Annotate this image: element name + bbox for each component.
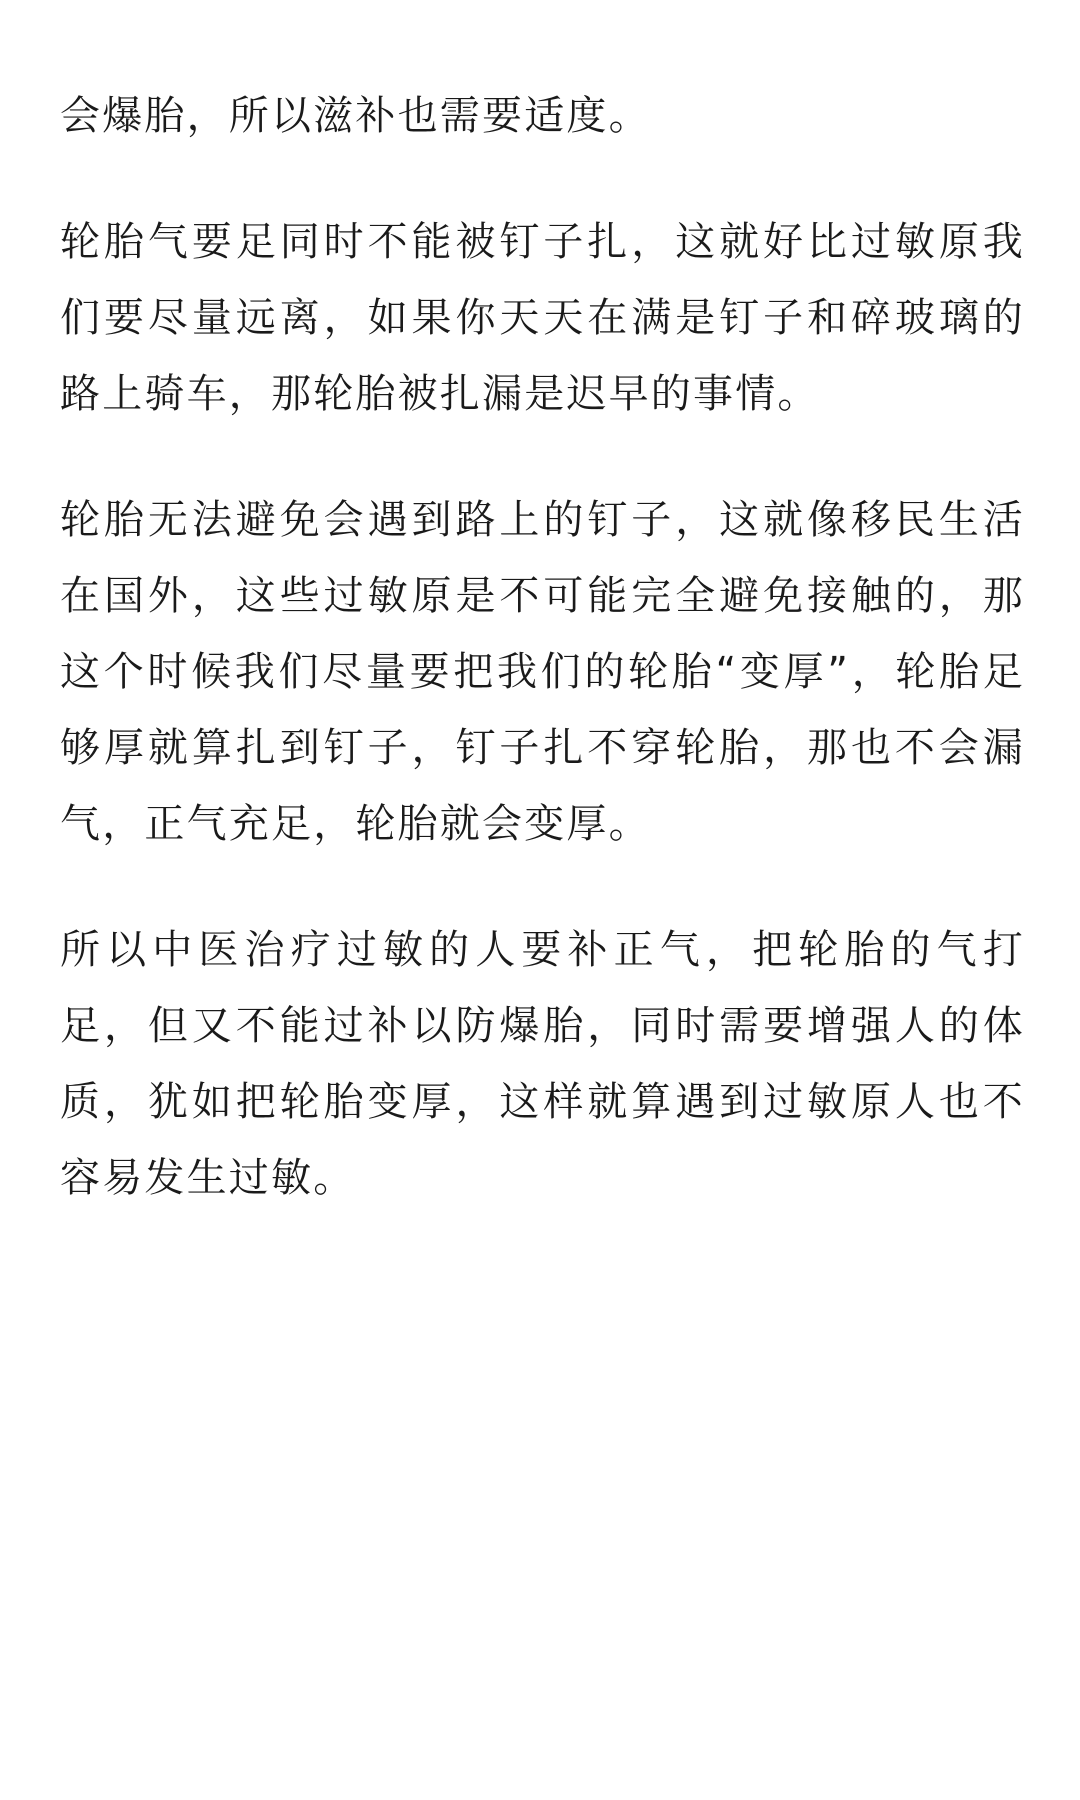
- paragraph-3: 轮胎无法避免会遇到路上的钉子，这就像移民生活在国外，这些过敏原是不可能完全避免接触的，那这个时候我们尽量要把我们的轮胎“变厚”，轮胎足够厚就算扎到钉子，钉子扎不穿轮胎，那也不会漏气，正气充足，轮胎就会变厚。: [60, 497, 1025, 847]
- paragraph-2: 轮胎气要足同时不能被钉子扎，这就好比过敏原我们要尽量远离，如果你天天在满是钉子和碎玻璃的路上骑车，那轮胎被扎漏是迟早的事情。: [60, 219, 1025, 417]
- paragraph-4: 所以中医治疗过敏的人要补正气，把轮胎的气打足，但又不能过补以防爆胎，同时需要增强人的体质，犹如把轮胎变厚，这样就算遇到过敏原人也不容易发生过敏。: [60, 927, 1025, 1201]
- paragraph-1: 会爆胎，所以滋补也需要适度。: [60, 93, 651, 139]
